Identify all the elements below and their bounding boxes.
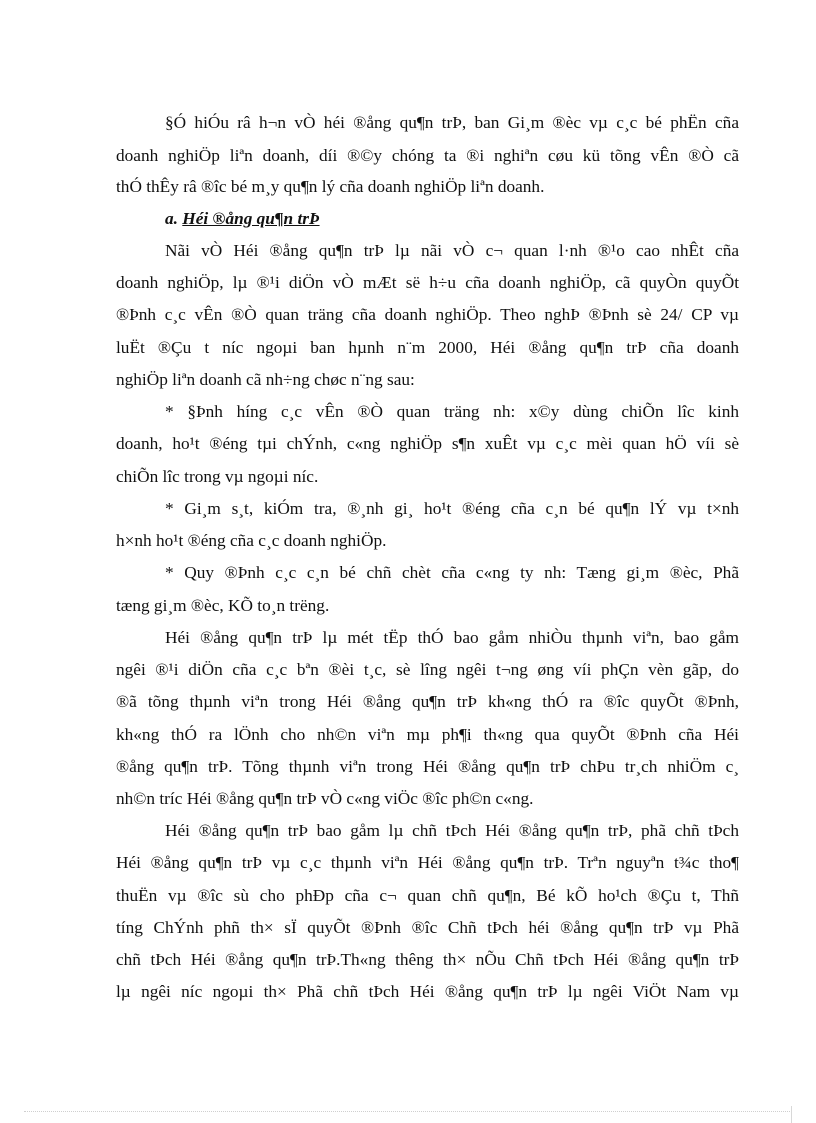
paragraph-3-line-4: kh«ng thÓ ra lÖnh cho nh©n viªn mµ ph¶i th«ng qua quyÕt ®Þnh cña Héi xyxy=(116,725,739,744)
bullet-1-line-3: chiÕn lîc trong vµ ngoµi níc. xyxy=(116,467,319,486)
paragraph-1-line-1: §Ó hiÓu râ h¬n vÒ héi ®ång qu¶n trÞ, ban Gi¸m ®èc vµ c¸c bé phËn cña xyxy=(165,113,739,132)
paragraph-2-line-3: ®Þnh c¸c vÊn ®Ò quan träng cña doanh nghiÖp. Theo nghÞ ®Þnh sè 24/ CP vµ xyxy=(116,305,739,324)
bullet-3-line-1: * Quy ®Þnh c¸c c¸n bé chñ chèt cña c«ng ty nh: Tæng gi¸m ®èc, Phã xyxy=(165,563,739,582)
paragraph-4-line-5: chñ tÞch Héi ®ång qu¶n trÞ.Th«ng thêng th× nÕu Chñ tÞch Héi ®ång qu¶n trÞ xyxy=(116,950,739,969)
paragraph-4-line-2: Héi ®ång qu¶n trÞ vµ c¸c thµnh viªn Héi ®ång qu¶n trÞ. Trªn nguyªn t¾c tho¶ xyxy=(116,853,739,872)
bullet-1-line-2: doanh, ho¹t ®éng tµi chÝnh, c«ng nghiÖp s¶n xuÊt vµ c¸c mèi quan hÖ víi sè xyxy=(116,434,739,453)
paragraph-2-line-2: doanh nghiÖp, lµ ®¹i diÖn vÒ mÆt së h÷u cña doanh nghiÖp, cã quyÒn quyÕt xyxy=(116,273,739,292)
paragraph-3-line-5: ®ång qu¶n trÞ. Tõng thµnh viªn trong Héi ®ång qu¶n trÞ chÞu tr¸ch nhiÖm c¸ xyxy=(116,757,739,776)
paragraph-4-line-4: tíng ChÝnh phñ th× sÏ quyÕt ®Þnh ®îc Chñ tÞch héi ®ång qu¶n trÞ vµ Phã xyxy=(116,918,739,937)
section-heading-title: Héi ®ång qu¶n trÞ xyxy=(182,209,320,228)
paragraph-3-line-3: ®ã tõng thµnh viªn trong Héi ®ång qu¶n trÞ kh«ng thÓ ra ®îc quyÕt ®Þnh, xyxy=(116,692,739,711)
page-corner-mark xyxy=(791,1106,792,1123)
bullet-2-line-1: * Gi¸m s¸t, kiÓm tra, ®¸nh gi¸ ho¹t ®éng cña c¸n bé qu¶n lÝ vµ t×nh xyxy=(165,499,739,518)
section-heading xyxy=(165,208,320,230)
bullet-2-line-2: h×nh ho¹t ®éng cña c¸c doanh nghiÖp. xyxy=(116,531,387,550)
paragraph-2-line-5: nghiÖp liªn doanh cã nh÷ng chøc n¨ng sau: xyxy=(116,370,415,389)
paragraph-3-line-1: Héi ®ång qu¶n trÞ lµ mét tËp thÓ bao gåm nhiÒu thµnh viªn, bao gåm xyxy=(165,628,739,647)
bullet-1-line-1: * §Þnh híng c¸c vÊn ®Ò quan träng nh: x©y dùng chiÕn lîc kinh xyxy=(165,402,739,421)
paragraph-3-line-6: nh©n tríc Héi ®ång qu¶n trÞ vÒ c«ng viÖc ®îc ph©n c«ng. xyxy=(116,789,534,808)
page-bottom-divider xyxy=(24,1111,792,1112)
section-heading-number: a. xyxy=(165,209,178,228)
bullet-3-line-2: tæng gi¸m ®èc, KÕ to¸n trëng. xyxy=(116,596,330,615)
paragraph-4-line-6: lµ ngêi níc ngoµi th× Phã chñ tÞch Héi ®ång qu¶n trÞ lµ ngêi ViÖt Nam vµ xyxy=(116,982,739,1001)
paragraph-2-line-4: luËt ®Çu t níc ngoµi ban hµnh n¨m 2000, Héi ®ång qu¶n trÞ cña doanh xyxy=(116,338,739,357)
paragraph-4-line-1: Héi ®ång qu¶n trÞ bao gåm lµ chñ tÞch Héi ®ång qu¶n trÞ, phã chñ tÞch xyxy=(165,821,739,840)
paragraph-4-line-3: thuËn vµ ®îc sù cho phÐp cña c¬ quan chñ qu¶n, Bé kÕ ho¹ch ®Çu t, Thñ xyxy=(116,886,739,905)
paragraph-1-line-2: doanh nghiÖp liªn doanh, díi ®©y chóng ta ®i nghiªn cøu kü tõng vÊn ®Ò cã xyxy=(116,146,739,165)
paragraph-2-line-1: Nãi vÒ Héi ®ång qu¶n trÞ lµ nãi vÒ c¬ quan l·nh ®¹o cao nhÊt cña xyxy=(165,241,739,260)
paragraph-1-line-3: thÓ thÊy râ ®îc bé m¸y qu¶n lý cña doanh nghiÖp liªn doanh. xyxy=(116,177,545,196)
paragraph-3-line-2: ngêi ®¹i diÖn cña c¸c bªn ®èi t¸c, sè lîng ngêi t¬ng øng víi phÇn vèn gãp, do xyxy=(116,660,739,679)
